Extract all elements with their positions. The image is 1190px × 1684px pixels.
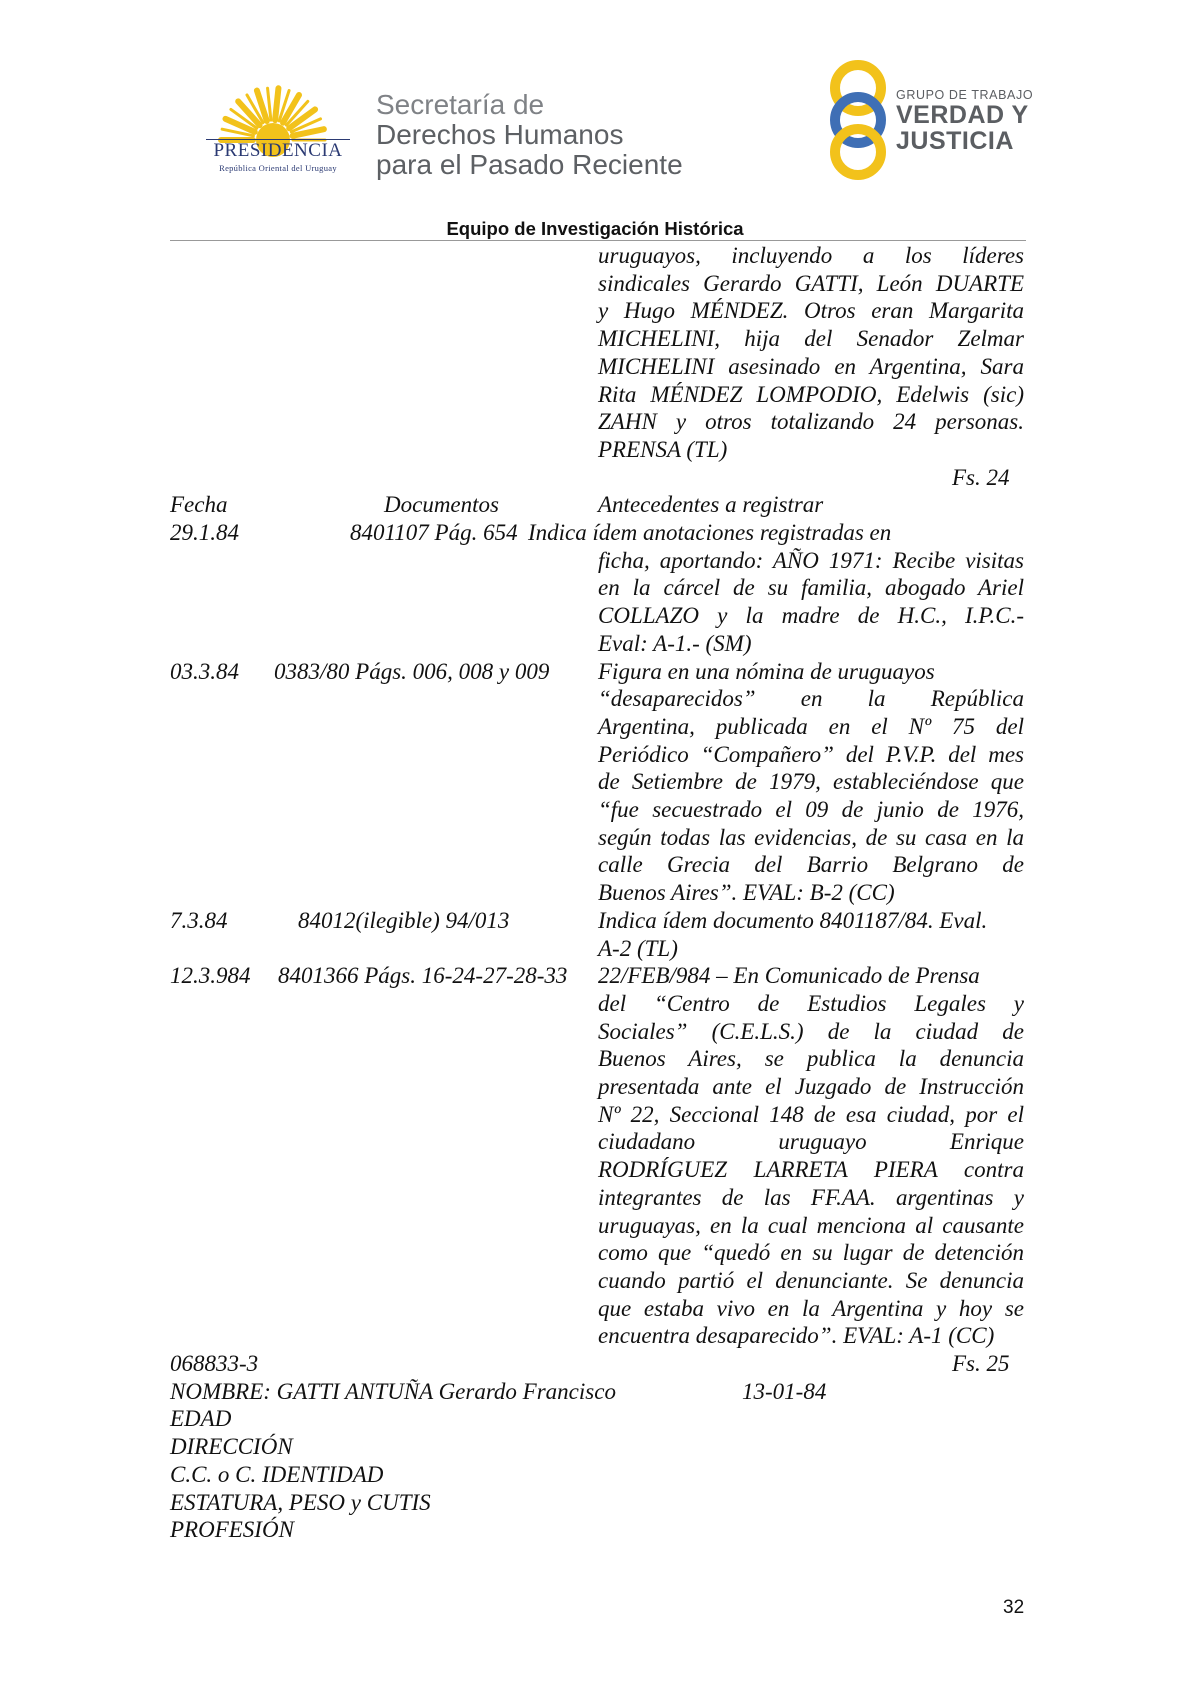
entry-date: 03.3.84 bbox=[170, 658, 239, 684]
record-field-label: C.C. o C. IDENTIDAD bbox=[170, 1461, 384, 1487]
entry-first-line: Figura en una nómina de uruguayos bbox=[598, 658, 935, 684]
justicia-label: JUSTICIA bbox=[896, 127, 1014, 155]
secretaria-line-2: Derechos Humanos bbox=[376, 119, 624, 150]
paragraph-line: MICHELINI, hija del Senador Zelmar bbox=[598, 326, 1024, 352]
folio-label: Fs. 25 bbox=[952, 1351, 1010, 1376]
grupo-trabajo-label: GRUPO DE TRABAJO bbox=[896, 88, 1034, 102]
paragraph-line: uruguayos, incluyendo a los líderes bbox=[598, 243, 1024, 268]
entry-date: 7.3.84 bbox=[170, 907, 228, 933]
verdad-label: VERDAD Y bbox=[896, 101, 1029, 129]
entry-text-line: “desaparecidos” en la República bbox=[598, 686, 1024, 712]
entry-text-line: del “Centro de Estudios Legales y bbox=[598, 990, 1024, 1016]
entry-text-line: Periódico “Compañero” del P.V.P. del mes bbox=[598, 741, 1024, 767]
record-field-label: DIRECCIÓN bbox=[170, 1434, 293, 1460]
page-number: 32 bbox=[1003, 1597, 1025, 1618]
record-date: 13-01-84 bbox=[742, 1378, 827, 1404]
secretaria-title bbox=[376, 90, 683, 180]
entry-text-line: como que “quedó en su lugar de detención bbox=[598, 1240, 1024, 1266]
folio-label: Fs. 24 bbox=[952, 464, 1010, 490]
entry-text-line: “fue secuestrado el 09 de junio de 1976, bbox=[598, 797, 1024, 822]
presidencia-title: PRESIDENCIA bbox=[213, 140, 343, 161]
team-title: Equipo de Investigación Histórica bbox=[446, 218, 744, 239]
verdad-justicia-rings-logo bbox=[820, 58, 900, 180]
entry-text-line: en la cárcel de su familia, abogado Ariel bbox=[598, 575, 1024, 601]
secretaria-line-3: para el Pasado Reciente bbox=[376, 149, 683, 180]
entry-document: 8401366 Págs. 16-24-27-28-33 bbox=[278, 963, 568, 989]
entry-text-line: encuentra desaparecido”. EVAL: A-1 (CC) bbox=[598, 1323, 995, 1349]
presidencia-subtitle: República Oriental del Uruguay bbox=[219, 163, 337, 173]
entry-first-line: Indica ídem documento 8401187/84. Eval. bbox=[598, 907, 988, 933]
entry-text-line: ciudadano uruguayo Enrique bbox=[598, 1129, 1024, 1155]
record-id: 068833-3 bbox=[170, 1351, 259, 1376]
entry-text-line: COLLAZO y la madre de H.C., I.P.C.- bbox=[598, 603, 1024, 629]
entry-text-line: que estaba vivo en la Argentina y hoy se bbox=[598, 1295, 1024, 1321]
entry-text-line: Sociales” (C.E.L.S.) de la ciudad de bbox=[598, 1018, 1024, 1044]
record-field-label: EDAD bbox=[170, 1406, 232, 1432]
entry-text-line: presentada ante el Juzgado de Instrucción bbox=[598, 1074, 1024, 1099]
grupo-trabajo-wordmark bbox=[896, 88, 1033, 154]
entry-text-line: uruguayas, en la cual menciona al causante bbox=[598, 1212, 1024, 1238]
entry-first-line: 22/FEB/984 – En Comunicado de Prensa bbox=[598, 963, 980, 989]
entry-date: 12.3.984 bbox=[170, 963, 251, 989]
record-field-label: PROFESIÓN bbox=[170, 1517, 294, 1543]
paragraph-line: Rita MÉNDEZ LOMPODIO, Edelwis (sic) bbox=[598, 381, 1024, 407]
entry-text-line: Buenos Aires”. EVAL: B-2 (CC) bbox=[598, 880, 895, 906]
column-header-antecedentes: Antecedentes a registrar bbox=[598, 492, 824, 518]
entry-text-line: Nº 22, Seccional 148 de esa ciudad, por el bbox=[598, 1101, 1024, 1127]
header-divider bbox=[170, 240, 1026, 241]
paragraph-line: PRENSA (TL) bbox=[598, 436, 728, 462]
entry-text-line: cuando partió el denunciante. Se denuncia bbox=[598, 1267, 1024, 1293]
record-field-label: ESTATURA, PESO y CUTIS bbox=[170, 1489, 431, 1515]
entry-text-line: calle Grecia del Barrio Belgrano de bbox=[598, 852, 1024, 878]
entry-document: 0383/80 Págs. 006, 008 y 009 bbox=[274, 658, 550, 684]
entry-text-line: Eval: A-1.- (SM) bbox=[598, 630, 752, 656]
entry-first-line: Indica ídem anotaciones registradas en bbox=[528, 520, 892, 545]
entry-document: 8401107 Pág. 654 bbox=[350, 520, 518, 545]
entry-text-line: ficha, aportando: AÑO 1971: Recibe visitas bbox=[598, 547, 1024, 573]
column-header-fecha: Fecha bbox=[170, 492, 228, 518]
record-name: NOMBRE: GATTI ANTUÑA Gerardo Francisco bbox=[170, 1378, 616, 1404]
entry-text-line: Buenos Aires, se publica la denuncia bbox=[598, 1046, 1024, 1072]
entry-date: 29.1.84 bbox=[170, 520, 239, 545]
column-header-documentos: Documentos bbox=[384, 492, 499, 518]
entry-text-line: RODRÍGUEZ LARRETA PIERA contra bbox=[598, 1157, 1024, 1183]
entry-text-line: Argentina, publicada en el Nº 75 del bbox=[598, 713, 1024, 739]
paragraph-line: MICHELINI asesinado en Argentina, Sara bbox=[598, 353, 1024, 379]
presidencia-wordmark bbox=[190, 140, 366, 173]
entry-text-line: integrantes de las FF.AA. argentinas y bbox=[598, 1184, 1024, 1210]
page-header bbox=[0, 0, 1190, 240]
entry-text-line: A-2 (TL) bbox=[598, 935, 678, 961]
entry-text-line: según todas las evidencias, de su casa en la bbox=[598, 824, 1024, 850]
paragraph-line: sindicales Gerardo GATTI, León DUARTE bbox=[598, 270, 1024, 296]
entry-text-line: de Setiembre de 1979, estableciéndose que bbox=[598, 769, 1024, 795]
entry-document: 84012(ilegible) 94/013 bbox=[298, 907, 510, 933]
secretaria-line-1: Secretaría de bbox=[376, 89, 545, 120]
paragraph-line: y Hugo MÉNDEZ. Otros eran Margarita bbox=[598, 298, 1024, 324]
paragraph-line: ZAHN y otros totalizando 24 personas. bbox=[598, 409, 1024, 435]
